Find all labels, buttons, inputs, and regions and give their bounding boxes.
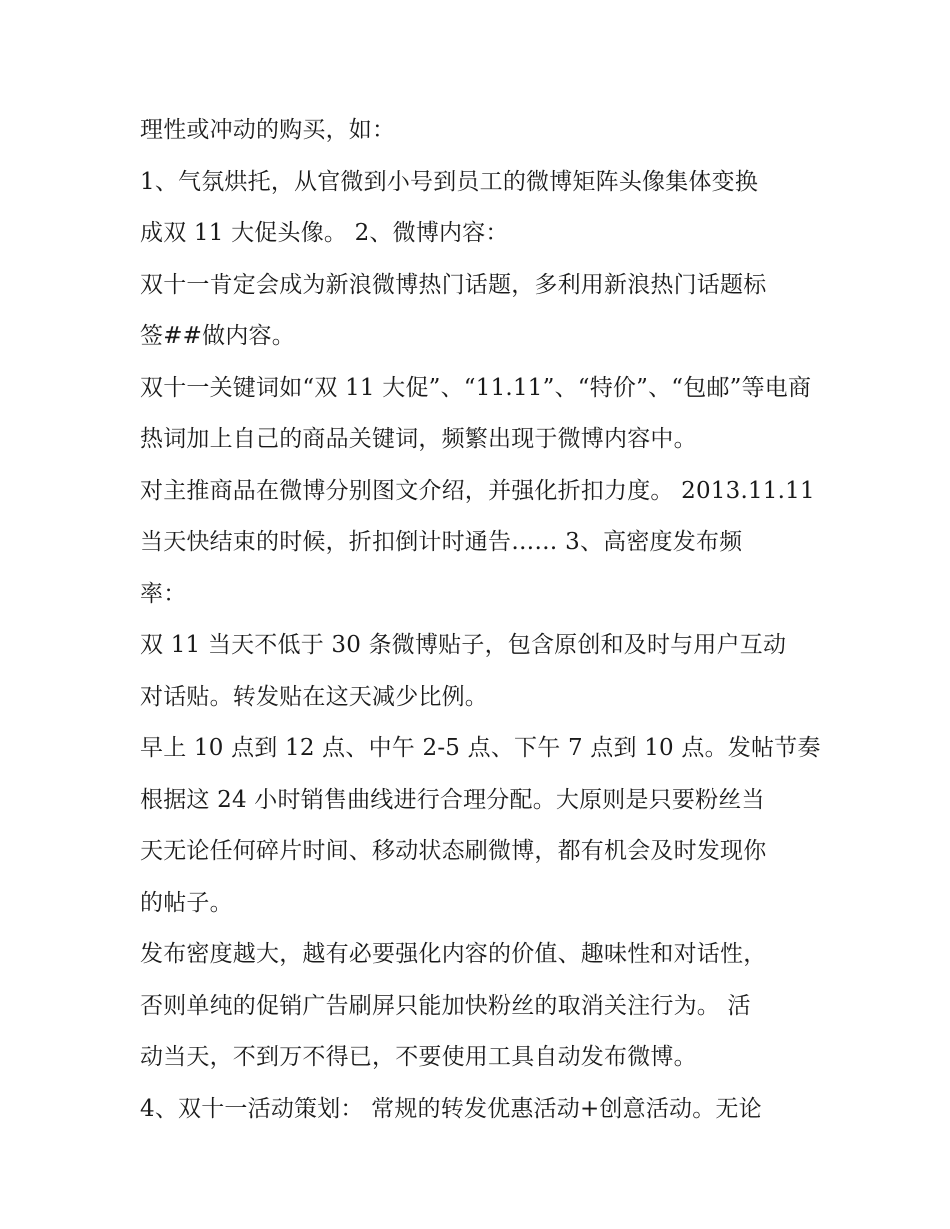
text-line: 早上 10 点到 12 点、中午 2-5 点、下午 7 点到 10 点。发帖节奏 bbox=[140, 735, 821, 761]
text-line: 成双 11 大促头像。 2、微博内容： bbox=[140, 220, 509, 246]
text-line: 的帖子。 bbox=[140, 889, 233, 916]
text-line: 4、双十一活动策划： 常规的转发优惠活动+创意活动。无论 bbox=[140, 1095, 762, 1122]
text-line: 双 11 当天不低于 30 条微博贴子，包含原创和及时与用户互动 bbox=[140, 632, 787, 658]
text-line: 否则单纯的促销广告刷屏只能加快粉丝的取消关注行为。 活 bbox=[140, 992, 751, 1019]
text-line: 根据这 24 小时销售曲线进行合理分配。大原则是只要粉丝当 bbox=[140, 786, 765, 813]
text-line: 当天快结束的时候，折扣倒计时通告…… 3、高密度发布频 bbox=[140, 529, 743, 555]
document-body bbox=[140, 105, 820, 1135]
text-line: 天无论任何碎片时间、移动状态刷微博，都有机会及时发现你 bbox=[140, 838, 767, 864]
text-line: 1、气氛烘托，从官微到小号到员工的微博矩阵头像集体变换 bbox=[140, 168, 759, 195]
text-line: 率： bbox=[140, 580, 187, 607]
text-line: 理性或冲动的购买，如： bbox=[140, 117, 396, 143]
text-line: 对主推商品在微博分别图文介绍，并强化折扣力度。 2013.11.11 bbox=[140, 477, 815, 504]
text-line: 双十一关键词如“双 11 大促”、“11.11”、“特价”、“包邮”等电商 bbox=[140, 374, 812, 401]
text-line: 动当天，不到万不得已，不要使用工具自动发布微博。 bbox=[140, 1044, 697, 1070]
text-line: 双十一肯定会成为新浪微博热门话题，多利用新浪热门话题标 bbox=[140, 271, 767, 298]
text-line: 发布密度越大，越有必要强化内容的价值、趣味性和对话性， bbox=[140, 941, 767, 967]
text-line: 签##做内容。 bbox=[140, 323, 295, 349]
text-line: 热词加上自己的商品关键词，频繁出现于微博内容中。 bbox=[140, 426, 697, 452]
text-line: 对话贴。转发贴在这天减少比例。 bbox=[140, 683, 488, 710]
